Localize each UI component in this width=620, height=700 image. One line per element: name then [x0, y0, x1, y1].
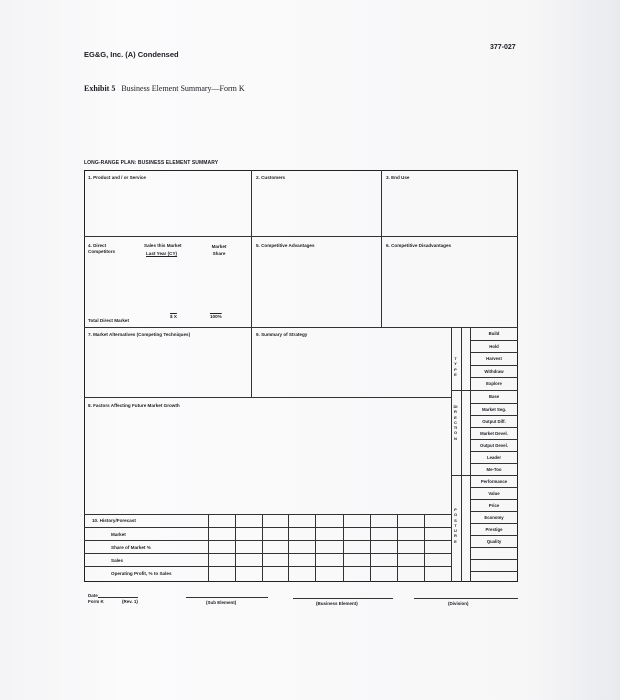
strategy-summary-label: 9. Summary of Strategy	[256, 332, 308, 337]
exhibit-number: Exhibit 5	[84, 84, 116, 93]
date-line	[98, 597, 138, 598]
divider	[381, 170, 382, 327]
date-label: Date	[88, 593, 98, 598]
divider	[84, 540, 451, 541]
posture-item: Me-Too	[486, 467, 502, 472]
business-element-line	[293, 598, 393, 599]
divider	[470, 559, 518, 560]
sales-this-market-label: Sales this Market	[144, 243, 182, 248]
competitive-advantages-label: 5. Competitive Advantages	[256, 243, 315, 248]
direction-item: Base	[488, 394, 500, 399]
sales-row-label: Sales	[111, 558, 124, 563]
exhibit-title	[84, 84, 245, 93]
division-line	[414, 598, 518, 599]
form-label: Form K	[88, 599, 104, 604]
form-title: LONG-RANGE PLAN: BUSINESS ELEMENT SUMMARY	[84, 160, 219, 166]
market-alternatives-label: 7. Market Alternatives (Competing Techniques)	[88, 332, 191, 337]
direction-item: Market Seg.	[481, 407, 507, 412]
type-vertical-label: TYPE	[454, 356, 457, 377]
divider	[84, 327, 518, 328]
divider	[370, 514, 371, 582]
divider	[424, 514, 425, 582]
divider	[84, 553, 451, 554]
type-item: Harvest	[486, 356, 502, 361]
posture-item: Price	[488, 503, 500, 508]
divider	[397, 514, 398, 582]
profit-row-label: Operating Profit, % to Sales	[111, 571, 172, 576]
divider	[470, 571, 518, 572]
future-growth-factors-label: 8. Factors Affecting Future Market Growth	[88, 403, 180, 408]
product-label: 1. Product and / or Service	[88, 175, 146, 180]
last-year-label: Last Year (CY)	[146, 251, 178, 256]
posture-item: Performance	[480, 479, 508, 484]
posture-item: Economy	[484, 515, 504, 520]
posture-item: Prestige	[485, 527, 503, 532]
direction-item: Explore	[486, 381, 502, 386]
direction-vertical-label: DIRECTION	[453, 404, 458, 441]
page-code: 377-027	[490, 44, 516, 51]
divider	[84, 527, 451, 528]
posture-vertical-label: POSTURE	[453, 507, 458, 544]
divider	[84, 397, 451, 398]
divider	[451, 327, 452, 582]
sub-element-caption: (Sub Element)	[206, 600, 237, 605]
total-market-value: $ X	[170, 314, 177, 319]
direction-item: Output Devel.	[480, 443, 508, 448]
share-row-label: Share of Market %	[111, 545, 151, 550]
divider	[288, 514, 289, 582]
type-item: Hold	[489, 344, 499, 349]
company-header: EG&G, Inc. (A) Condensed	[84, 50, 179, 59]
exhibit-caption: Business Element Summary—Form K	[121, 84, 245, 93]
divider	[84, 514, 451, 515]
total-market-percent: 100%	[210, 314, 222, 319]
business-element-caption: (Business Element)	[316, 601, 358, 606]
total-market-label: Total Direct Market	[88, 318, 130, 323]
divider	[84, 566, 451, 567]
divider	[315, 514, 316, 582]
market-row-label: Market	[111, 532, 126, 537]
posture-item: Value	[488, 491, 500, 496]
customers-label: 2. Customers	[256, 175, 286, 180]
type-item: Build	[488, 331, 500, 336]
competitors-label: 4. Direct Competitors	[88, 243, 116, 254]
posture-item: Leader	[486, 455, 502, 460]
revision-label: (Rev. 1)	[122, 599, 138, 604]
direction-item: Output Diff.	[482, 419, 506, 424]
market-share-label: Market Share	[211, 244, 227, 256]
sub-element-line	[186, 597, 268, 598]
posture-item: Quality	[486, 539, 502, 544]
divider	[343, 514, 344, 582]
division-caption: (Division)	[448, 601, 469, 606]
divider	[208, 514, 209, 582]
type-item: Withdraw	[484, 369, 504, 374]
divider	[251, 170, 252, 397]
competitive-disadvantages-label: 6. Competitive Disadvantages	[386, 243, 452, 248]
divider	[84, 236, 518, 237]
divider	[262, 514, 263, 582]
divider	[461, 327, 462, 582]
divider	[235, 514, 236, 582]
end-use-label: 3. End Use	[386, 175, 410, 180]
history-forecast-label: 10. History/Forecast	[92, 518, 136, 523]
direction-item: Market Devel.	[480, 431, 508, 436]
